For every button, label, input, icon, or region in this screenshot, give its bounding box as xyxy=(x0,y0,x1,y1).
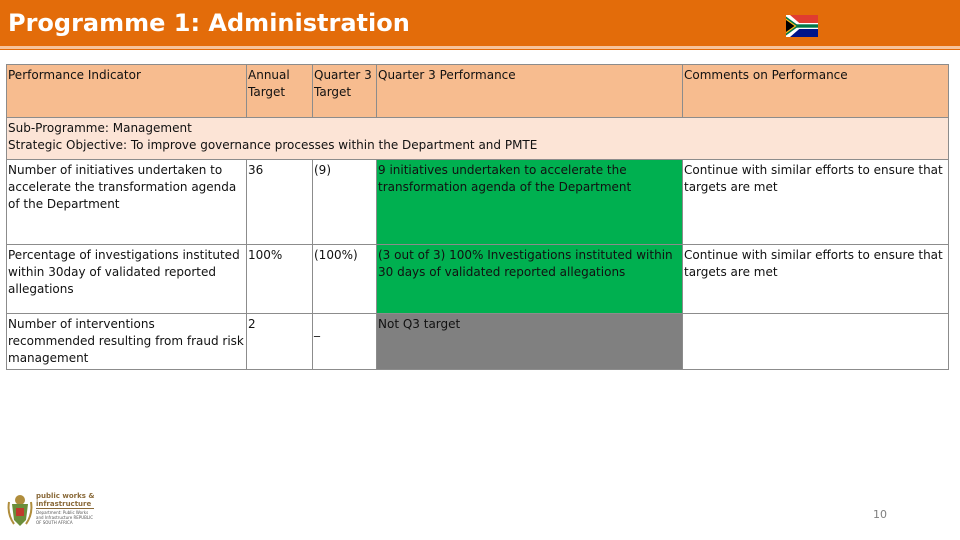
comments-cell xyxy=(683,314,949,370)
title-bar xyxy=(0,0,960,50)
q3-performance-cell: 9 initiatives undertaken to accelerate the transformation agenda of the Department xyxy=(377,160,683,245)
comments-cell: Continue with similar efforts to ensure that targets are met xyxy=(683,160,949,245)
performance-table xyxy=(6,64,949,370)
subprogramme-row xyxy=(7,118,949,160)
table-header-row xyxy=(7,65,949,118)
table-row xyxy=(7,160,949,245)
q3-performance-cell: (3 out of 3) 100% Investigations instituted within 30 days of validated reported allegations xyxy=(377,245,683,314)
indicator-cell: Number of interventions recommended resulting from fraud risk management xyxy=(7,314,247,370)
q3-target-cell: _ xyxy=(313,314,377,370)
subprogramme-label: Sub-Programme: Management xyxy=(8,121,192,135)
header-q3-target: Quarter 3 Target xyxy=(313,65,377,118)
page-title: Programme 1: Administration xyxy=(8,9,410,37)
header-annual-target: Annual Target xyxy=(247,65,313,118)
strategic-objective: Strategic Objective: To improve governance processes within the Department and PMTE xyxy=(8,138,538,152)
annual-target-cell: 36 xyxy=(247,160,313,245)
table-row xyxy=(7,245,949,314)
q3-performance-cell: Not Q3 target xyxy=(377,314,683,370)
south-africa-flag-icon xyxy=(786,15,818,37)
indicator-cell: Number of initiatives undertaken to accelerate the transformation agenda of the Department xyxy=(7,160,247,245)
table-row xyxy=(7,314,949,370)
annual-target-cell: 2 xyxy=(247,314,313,370)
comments-cell: Continue with similar efforts to ensure that targets are met xyxy=(683,245,949,314)
header-q3-performance: Quarter 3 Performance xyxy=(377,65,683,118)
department-logo-subtext: Department: Public Works and Infrastructure REPUBLIC OF SOUTH AFRICA xyxy=(36,510,94,525)
header-comments: Comments on Performance xyxy=(683,65,949,118)
department-logo-text: public works & infrastructure xyxy=(36,492,95,508)
header-indicator: Performance Indicator xyxy=(7,65,247,118)
q3-target-cell: (9) xyxy=(313,160,377,245)
indicator-cell: Percentage of investigations instituted within 30day of validated reported allegations xyxy=(7,245,247,314)
annual-target-cell: 100% xyxy=(247,245,313,314)
q3-target-cell: (100%) xyxy=(313,245,377,314)
subprogramme-cell xyxy=(7,118,949,160)
page-number: 10 xyxy=(873,508,887,521)
title-underline xyxy=(0,46,960,49)
